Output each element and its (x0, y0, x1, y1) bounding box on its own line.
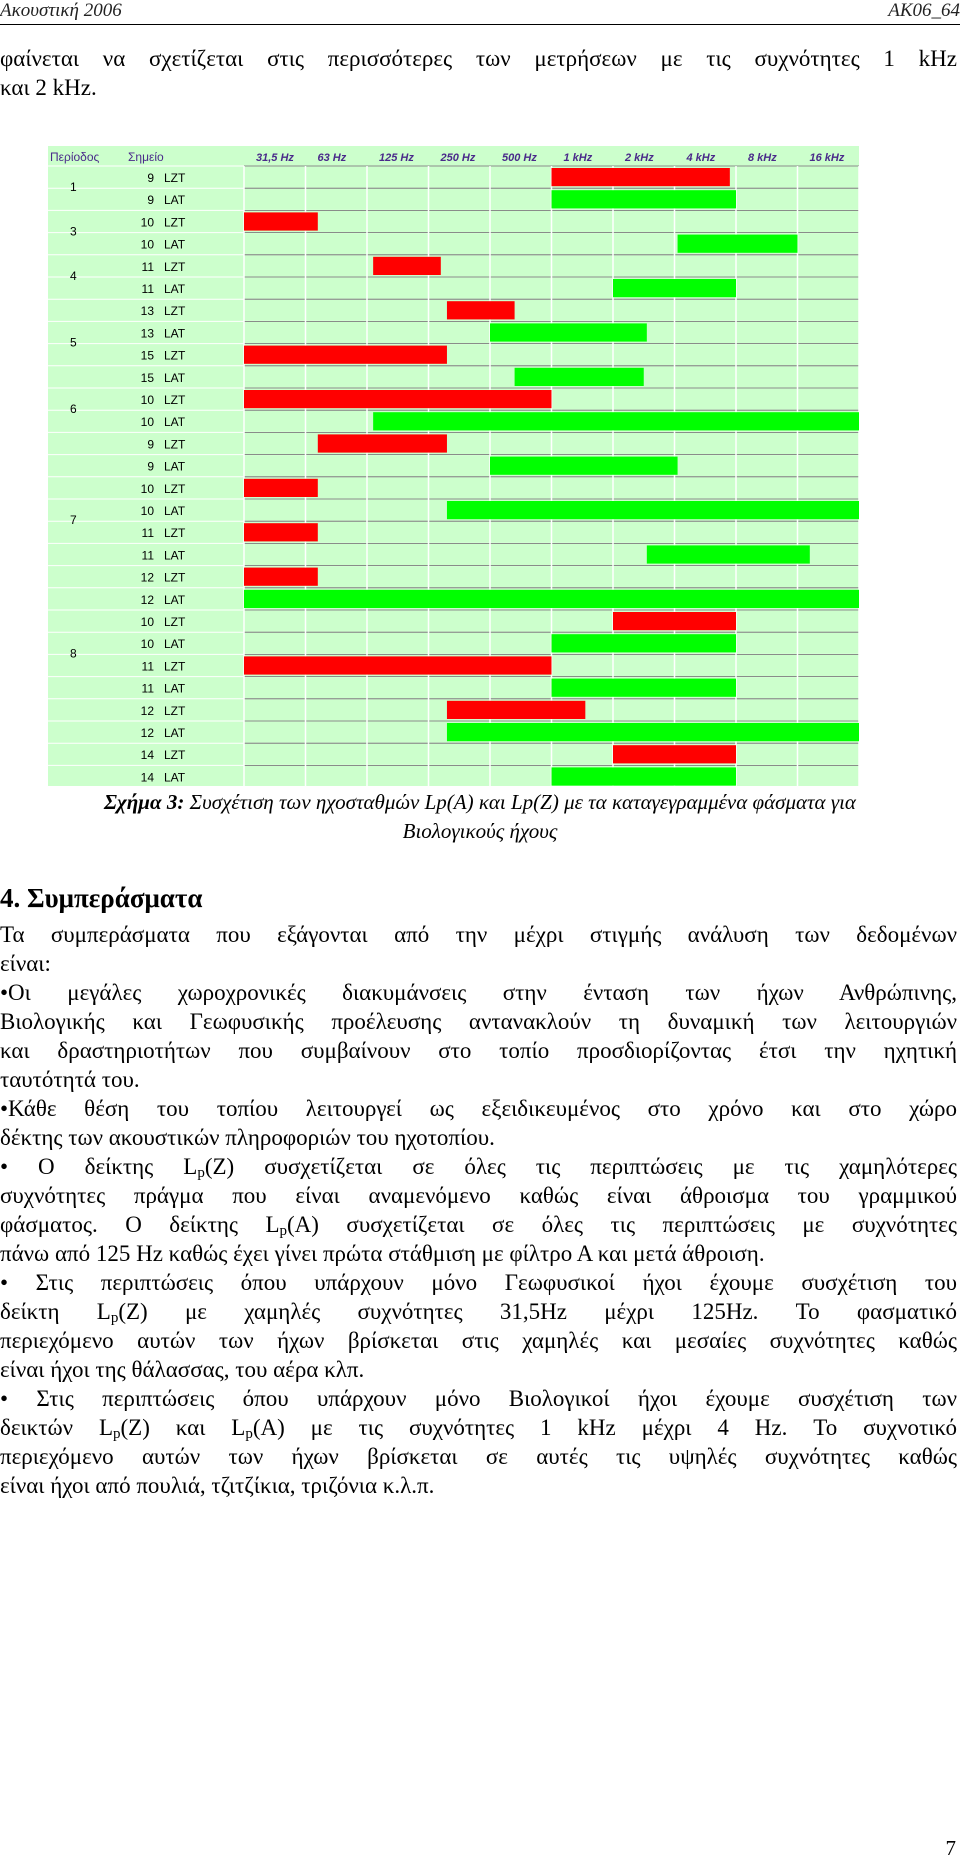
point-label: 12 (140, 703, 154, 718)
correlation-band (373, 257, 441, 275)
running-header-left: Ακουστική 2006 (0, 0, 122, 21)
text-line: είναι ήχοι της θάλασσας, του αέρα κλπ. (0, 1357, 365, 1382)
index-label: LAT (164, 459, 186, 474)
point-label: 15 (140, 348, 154, 363)
correlation-band (552, 168, 730, 186)
text-run: (A) συσχετίζεται σε όλες τις περιπτώσεις με συχνότητες (287, 1212, 957, 1237)
correlation-band (647, 545, 810, 563)
index-label: LAT (164, 193, 186, 208)
point-label: 11 (141, 259, 154, 274)
text-line: και δραστηριοτήτων που συμβαίνουν στο τοπίο προσδιορίζοντας έτσι την ηχητική (0, 1038, 957, 1063)
frequency-tick-label: 63 Hz (317, 152, 347, 164)
caption-label: Σχήμα 3: (104, 790, 185, 814)
frequency-tick-label: 31,5 Hz (256, 152, 294, 164)
index-label: LAT (164, 548, 186, 563)
text-line: • Στις περιπτώσεις όπου υπάρχουν μόνο Γεωφυσικοί ήχοι έχουμε συσχέτιση του (0, 1270, 957, 1295)
point-label: 9 (147, 459, 154, 474)
subscript: p (245, 1426, 253, 1442)
text-line: είναι ήχοι από πουλιά, τζιτζίκια, τριζόνια κ.λ.π. (0, 1473, 435, 1498)
text-line (0, 1413, 957, 1442)
point-label: 10 (140, 393, 154, 407)
correlation-band (613, 279, 736, 297)
correlation-band (244, 590, 859, 608)
spectrum-correlation-figure (48, 146, 904, 791)
figure-canvas (48, 146, 904, 786)
text-line: •Κάθε θέση του τοπίου λειτουργεί ως εξειδικευμένος στο χρόνο και στο χώρο (0, 1096, 957, 1121)
correlation-band (244, 479, 318, 497)
subscript: p (113, 1426, 121, 1442)
text-run: δεικτών L (0, 1415, 113, 1440)
subscript: p (110, 1310, 119, 1326)
text-run: (Z) και L (120, 1415, 246, 1440)
index-label: LZT (164, 437, 186, 452)
point-label: 14 (140, 770, 154, 785)
point-label: 10 (140, 504, 154, 518)
text-run: (A) με τις συχνότητες 1 kHz μέχρι 4 Hz. Το συχνοτικό (252, 1415, 957, 1440)
correlation-band (613, 612, 736, 630)
frequency-tick-label: 250 Hz (440, 152, 476, 164)
text-line: και 2 kHz. (0, 75, 97, 100)
subscript: p (197, 1165, 205, 1181)
point-label: 12 (140, 726, 154, 740)
text-line (0, 1210, 957, 1239)
correlation-band (447, 301, 515, 319)
text-run: • Ο δείκτης L (0, 1154, 198, 1179)
index-label: LAT (164, 770, 186, 785)
frequency-tick-label: 500 Hz (502, 152, 537, 164)
index-label: LZT (164, 171, 186, 185)
point-label: 9 (147, 193, 154, 208)
text-line: δέκτης των ακουστικών πληροφοριών του ηχοτοπίου. (0, 1125, 495, 1150)
correlation-band (552, 679, 737, 697)
column-header-point: Σημείο (128, 150, 164, 164)
index-label: LZT (164, 393, 186, 407)
text-line (0, 1297, 957, 1326)
point-label: 10 (140, 215, 154, 230)
point-label: 10 (140, 237, 154, 252)
index-label: LZT (164, 481, 186, 496)
period-label: 4 (70, 269, 77, 283)
page-number: 7 (945, 1836, 956, 1860)
correlation-band (244, 523, 318, 541)
index-label: LZT (164, 659, 186, 674)
correlation-band (613, 745, 736, 763)
correlation-band (244, 656, 552, 674)
text-line (0, 1152, 957, 1181)
text-line: •Οι μεγάλες χωροχρονικές διακυμάνσεις στην ένταση των ήχων Ανθρώπινης, (0, 980, 957, 1005)
correlation-band (447, 701, 585, 719)
period-label: 5 (70, 335, 77, 350)
index-label: LZT (164, 348, 186, 363)
text-line: Βιολογικής και Γεωφυσικής προέλευσης αντανακλούν τη δυναμική των λειτουργιών (0, 1009, 957, 1034)
point-label: 14 (140, 748, 154, 763)
index-label: LZT (164, 748, 186, 763)
index-label: LAT (164, 637, 186, 652)
point-label: 10 (140, 481, 154, 496)
frequency-tick-label: 8 kHz (748, 152, 777, 164)
text-line: Τα συμπεράσματα που εξάγονται από την μέχρι στιγμής ανάλυση των δεδομένων (0, 922, 957, 947)
text-run: φάσματος. Ο δείκτης L (0, 1212, 280, 1237)
frequency-tick-label: 4 kHz (686, 152, 716, 164)
text-line: ταυτότητά του. (0, 1067, 140, 1092)
correlation-band (244, 390, 552, 408)
point-label: 15 (140, 370, 154, 385)
correlation-band (490, 323, 647, 341)
correlation-band (447, 723, 859, 741)
correlation-band (447, 501, 859, 519)
point-label: 10 (140, 615, 154, 629)
frequency-tick-label: 2 kHz (625, 152, 654, 164)
correlation-band (318, 434, 447, 452)
point-label: 10 (140, 637, 154, 652)
text-line: περιεχόμενο αυτών των ήχων βρίσκεται στις χαμηλές και μεσαίες συχνότητες καθώς (0, 1328, 957, 1353)
correlation-band (552, 190, 737, 208)
point-label: 11 (141, 659, 154, 674)
conclusions-body (0, 920, 957, 1500)
text-line: είναι: (0, 951, 51, 976)
correlation-band (244, 212, 318, 230)
correlation-band (244, 346, 447, 364)
point-label: 11 (141, 548, 154, 563)
point-label: 11 (141, 526, 154, 541)
point-label: 11 (141, 282, 154, 296)
index-label: LAT (164, 681, 186, 696)
correlation-band (552, 767, 737, 785)
index-label: LAT (164, 415, 186, 430)
text-run: (Z) με χαμηλές συχνότητες 31,5Hz μέχρι 125Hz. Το φασματικό (118, 1299, 957, 1324)
caption-text: Συσχέτιση των ηχοσταθμών Lp(A) και Lp(Z) με τα καταγεγραμμένα φάσματα για (184, 790, 856, 814)
index-label: LAT (164, 592, 186, 607)
point-label: 12 (140, 592, 154, 607)
running-header-right: ΑΚ06_64 (888, 0, 960, 21)
index-label: LZT (164, 304, 186, 319)
index-label: LZT (164, 215, 186, 230)
correlation-band (552, 634, 737, 652)
index-label: LAT (164, 237, 186, 252)
point-label: 10 (140, 415, 154, 430)
index-label: LAT (164, 282, 186, 296)
period-label: 1 (70, 180, 77, 195)
index-label: LZT (164, 570, 186, 585)
period-label: 3 (70, 224, 77, 239)
text-run: δείκτη L (0, 1299, 111, 1324)
correlation-band (678, 235, 798, 253)
index-label: LAT (164, 726, 186, 740)
correlation-band (244, 568, 318, 586)
period-label: 7 (70, 513, 77, 528)
period-label: 6 (70, 402, 77, 417)
frequency-tick-label: 125 Hz (379, 152, 414, 164)
caption-text-line2: Βιολογικούς ήχους (402, 819, 558, 843)
frequency-tick-label: 16 kHz (809, 152, 845, 164)
period-label: 8 (70, 646, 77, 661)
point-label: 11 (141, 681, 154, 696)
index-label: LAT (164, 370, 186, 385)
text-line: συχνότητες πράγμα που είναι αναμενόμενο καθώς είναι άθροισμα του γραμμικού (0, 1183, 957, 1208)
figure-caption (0, 788, 960, 846)
frequency-tick-label: 1 kHz (563, 152, 593, 164)
header-rule (0, 24, 960, 25)
text-line: φαίνεται να σχετίζεται στις περισσότερες των μετρήσεων με τις συχνότητες 1 kHz (0, 46, 957, 71)
point-label: 9 (147, 437, 154, 452)
text-line: περιεχόμενο αυτών των ήχων βρίσκεται σε αυτές τις υψηλές συχνότητες καθώς (0, 1444, 957, 1469)
correlation-band (490, 457, 678, 475)
index-label: LZT (164, 526, 186, 541)
index-label: LAT (164, 326, 186, 341)
index-label: LAT (164, 504, 186, 518)
text-line: πάνω από 125 Hz καθώς έχει γίνει πρώτα στάθμιση με φίλτρο Α και μετά άθροιση. (0, 1241, 765, 1266)
point-label: 13 (140, 326, 154, 341)
correlation-band (515, 368, 644, 386)
intro-paragraph (0, 44, 957, 102)
subscript: p (279, 1223, 287, 1239)
point-label: 9 (147, 171, 154, 185)
index-label: LZT (164, 703, 186, 718)
point-label: 13 (140, 304, 154, 319)
correlation-band (373, 412, 859, 430)
text-line: • Στις περιπτώσεις όπου υπάρχουν μόνο Βιολογικοί ήχοι έχουμε συσχέτιση των (0, 1386, 957, 1411)
index-label: LZT (164, 259, 186, 274)
index-label: LZT (164, 615, 186, 629)
text-run: (Z) συσχετίζεται σε όλες τις περιπτώσεις με τις χαμηλότερες (204, 1154, 957, 1179)
section-heading: 4. Συμπεράσματα (0, 883, 203, 913)
point-label: 12 (140, 570, 154, 585)
column-header-period: Περίοδος (50, 150, 100, 164)
